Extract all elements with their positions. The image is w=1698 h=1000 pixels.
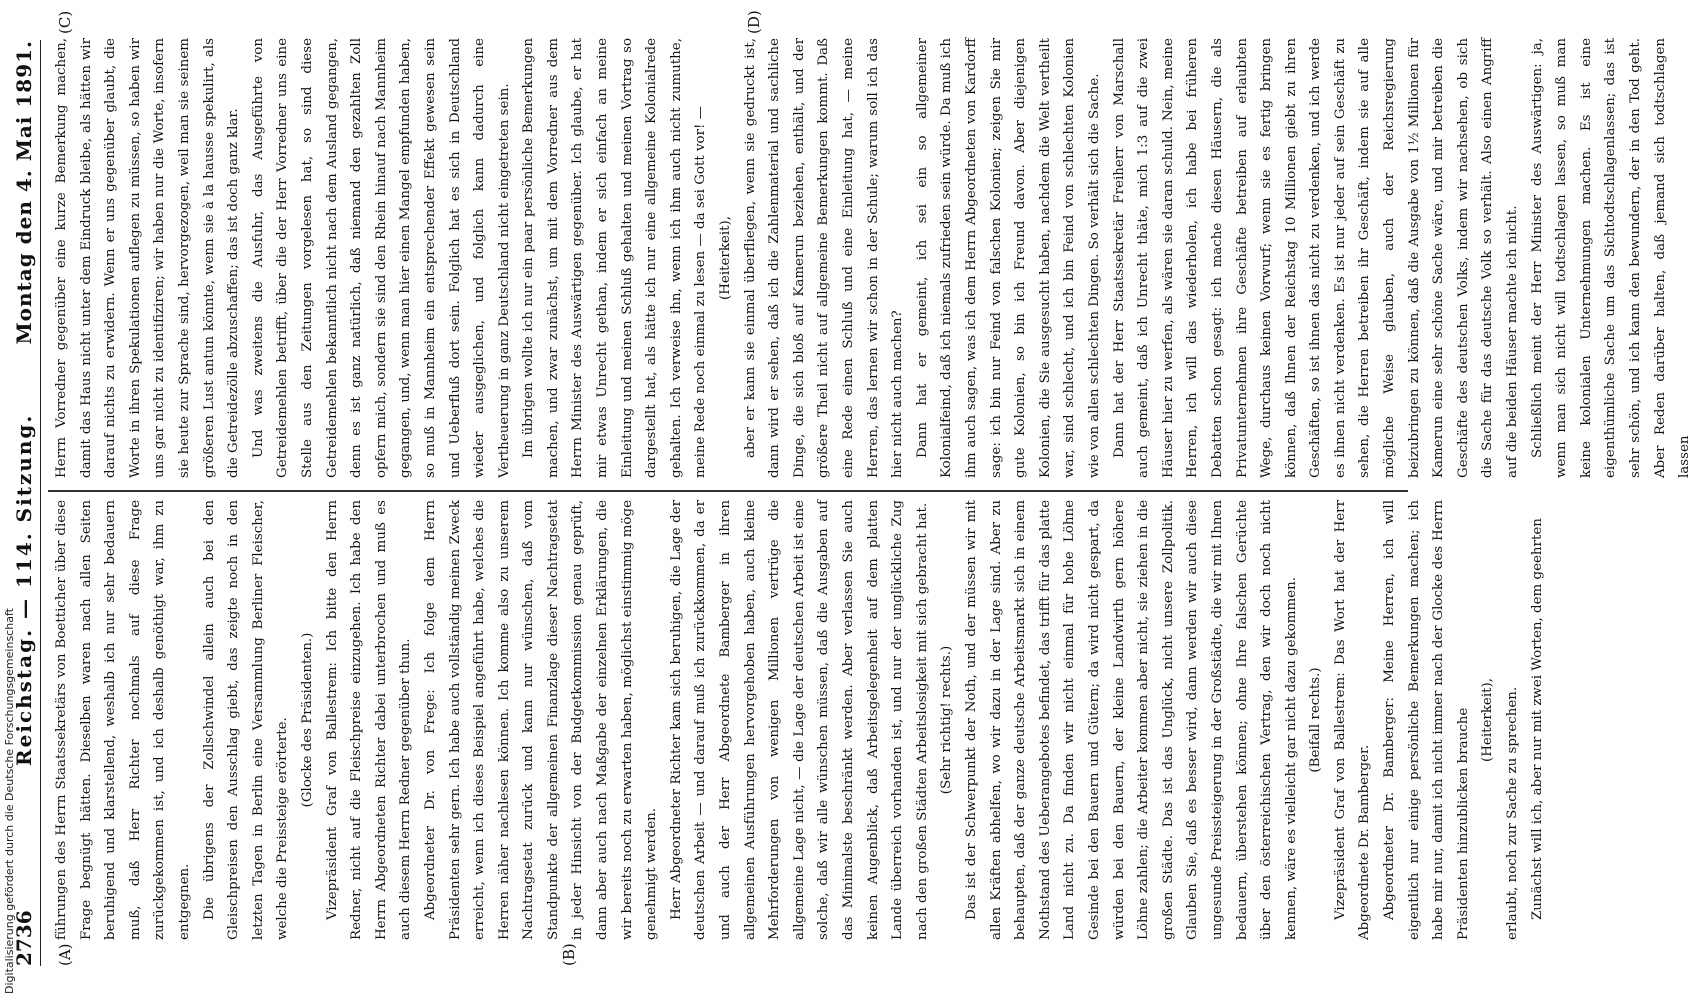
left-column-paragraph: (Sehr richtig! rechts.): [939, 645, 955, 795]
right-column-paragraph: Schließlich meint der Herr Minister des Auswärtigen: ja, wenn man sich nicht will todtschlagen lassen, so muß man keine kolonialen Unternehmungen machen. Es ist eine eigenthümliche Sache um das Sichtodtschlagenlassen; das ist sehr schön, und ich kann den bewundern, der in den Tod geht. Aber Reden darüber halten, daß jemand sich todtschlagen lassen: [1529, 38, 1693, 478]
right-column-paragraph: aber er kann sie einmal überfliegen, wenn sie gedruckt ist, dann wird er sehen, daß ich die Zahlenmaterial und sachliche Dinge, die sich bloß auf Kamerun beziehen, enthält, und der größere Theil nicht auf allgemeine Bemerkungen kommt. Daß eine Rede einen Schluß und eine Einleitung hat, — meine Herren, das lernen wir schon in der Schule; warum soll ich das hier nicht auch machen?: [742, 38, 906, 478]
left-column-paragraph: (Glocke des Präsidenten.): [299, 632, 315, 808]
column-divider: [48, 491, 1408, 493]
left-column-paragraph: Herr Abgeordneter Richter kam sich beruhigen, die Lage der deutschen Arbeit — und darauf muß ich zurückkommen, da er und auch der Herr Abgeordnete Bamberger in ihren allgemeinen Ausführungen hervorgehoben haben, auch kleine Mehrforderungen von wenigen Millionen vertrüge die allgemeine Lage nicht, — die Lage der deutschen Arbeit ist eine solche, daß wir alle wünschen müssen, daß die Ausgaben auf das Minimalste beschränkt werden. Aber verlassen Sie auch keinen Augenblick, daß Arbeitsgelegenheit auf dem platten Lande überreich vorhanden ist, und nur der unglückliche Zug nach den großen Städten Arbeitslosigkeit mit sich gebracht hat.: [668, 500, 930, 940]
margin-marker-a: (A): [56, 943, 74, 966]
left-column-paragraph: Die übrigens der Zollschwindel allein auch bei den Gleischpreisen den Ausschlag giebt, das zeigte noch in den letzten Tagen in Berlin eine Versammlung Berliner Fleischer, welche die Preissteige erörterte.: [201, 500, 291, 940]
footer-credit: [3, 608, 16, 994]
right-column-paragraph: Herrn Vorredner gegenüber eine kurze Bemerkung machen, damit das Haus nicht unter dem Eindruck bleibe, als hätten wir darauf nichts zu erwidern. Wenn er uns gegenüber glaubt, die Worte in ihren Spekulationen auflegen zu müssen, so haben wir uns gar nicht zu identifiziren; wir haben nur die Worte, insofern sie heute zur Sprache sind, hervorgezogen, weil man sie seinem größeren Lust antun könnte, wenn sie à la hausse spekulirt, als die Getreidezölle abzuschaffen; das ist doch ganz klar.: [54, 38, 242, 478]
right-column-paragraph: Und was zweitens die Ausfuhr, das Ausgeführte von Getreidemehlen betrifft, über die der Herr Vorredner uns eine Stelle aus den Zeitungen vorgelesen hat, so sind diese Getreidemehlen bekanntlich nicht nach dem Ausland gegangen, denn es ist ganz natürlich, daß niemand den gezahlten Zoll opfern mich, sondern sie sind den Rhein hinauf nach Mannheim gegangen, und, wenn man hier einen Mangel empfunden haben, so muß in Mannheim ein entsprechender Effekt gewesen sein und Ueberfluß dort sein. Folglich hat es sich in Deutschland wieder ausgeglichen, und folglich kann dadurch eine Vertheuerung in ganz Deutschland nicht eingetreten sein.: [250, 38, 512, 478]
left-column-paragraph: (Beifall rechts.): [1308, 667, 1324, 773]
right-column-paragraph: (Heiterkeit),: [718, 216, 734, 300]
left-column-paragraph: erlaubt, noch zur Sache zu sprechen.: [1505, 686, 1521, 940]
page-number: 2736: [12, 910, 36, 966]
right-column-paragraph: Im übrigen wollte ich nur ein paar persönliche Bemerkungen machen, und zwar zunächst, um mit dem Vorredner aus dem Herrn Minister des Auswärtigen gegenüber. Ich glaube, er hat mir etwas Unrecht gethan, indem er sich einfach an meine Einleitung und meinen Schluß gehalten und meinen Vortrag so dargestellt hat, als hätte ich nur eine allgemeine Kolonialrede gehalten. Ich verweise ihn, wenn ich ihm auch nicht zumuthe, meine Rede noch einmal zu lesen — da sei Gott vor! —: [521, 38, 709, 478]
page-date: Montag den 4. Mai 1891.: [12, 40, 36, 345]
left-column: [50, 500, 1550, 940]
left-column-paragraph: Zunächst will ich, aber nur mit zwei Worten, dem geehrten: [1529, 518, 1545, 920]
left-column-paragraph: Abgeordneter Dr. von Frege: Ich folge dem Herrn Präsidenten sehr gern. Ich habe auch vollständig meinen Zweck erreicht, wenn ich dieses Beispiel angeführt habe, welches die Herren näher nachlesen können. Ich komme also zu unserem Nachtragsetat zurück und kann nur wünschen, daß vom Standpunkte der allgemeinen Finanzlage dieser Nachtragsetat in jeder Hinsicht von der Budgetkommission genau geprüft, dann aber auch nach Maßgabe der einzelnen Erklärungen, die wir bereits noch zu erwarten haben, möglichst einstimmig möge genehmigt werden.: [422, 500, 660, 940]
left-column-paragraph: (Heiterkeit),: [1480, 678, 1496, 762]
right-column: [50, 38, 1698, 478]
right-column-paragraph: Dann hat der Herr Staatssekretär Freiherr von Marschall auch gemeint, daß ich Unrecht thäte, mich 1:3 auf die zwei Häuser hier zu werfen, als wären sie daran schuld. Nein, meine Herren, ich will das wiederholen, ich habe bei früheren Debatten schon gesagt: ich mache diesen Häusern, die als Privatunternehmen ihre Geschäfte betreiben auf erlaubten Wege, durchaus keinen Vorwurf; wenn sie es fertig bringen können, daß Ihnen der Reichstag 10 Millionen giebt zu ihren Geschäften, so ist ihnen das nicht zu verdenken, und ich werde es ihnen nicht verdenken. Es ist nur jeder auf sein Geschäft zu sehen, die Herren betreiben ihr Geschäft, indem sie auf alle mögliche Weise glauben, auch der Reichsregierung beizubringen zu können, daß die Ausgabe von 1½ Millionen für Kamerun eine sehr schöne Sache wäre, und mir betreiben die Geschäfte des deutschen Volks, indem wir nachsehen, ob sich die Sache für das deutsche Volk so verhält. Also einen Angriff auf die beiden Häuser machte ich nicht.: [1111, 38, 1521, 478]
right-column-paragraph: Dann hat er gemeint, ich sei ein so allgemeiner Kolonialfeind, daß ich niemals zufrieden sein würde. Da muß ich ihm auch sagen, was ich dem Herrn Abgeordneten von Kardorff sage: ich bin nur Feind von falschen Kolonien; zeigen Sie mir gute Kolonien, so bin ich Freund davon. Aber diejenigen Kolonien, die Sie ausgesucht haben, nachdem die Welt vertheilt war, sind schlecht, und ich bin Feind von schlechten Kolonien wie von allen schlechten Dingen. So verhält sich die Sache.: [914, 38, 1102, 478]
footer-text: Digitalisierung gefördert durch die Deutsche Forschungsgemeinschaft: [3, 608, 16, 994]
left-column-paragraph: Abgeordneter Dr. Bamberger: Meine Herren, ich will eigentlich nur einige persönliche Bemerkungen machen; ich habe mir nur, damit ich nicht immer nach der Glocke des Herrn Präsidenten hinzublicken brauche: [1382, 500, 1471, 940]
left-column-paragraph: Vizepräsident Graf von Ballestrem: Ich bitte den Herrn Redner, nicht auf die Fleischpreise einzugehen. Ich habe den Herrn Abgeordneten Richter dabei unterbrochen und muß es auch diesem Herrn Redner gegenüber thun.: [324, 500, 414, 940]
page-title: Reichstag. — 114. Sitzung.: [12, 413, 36, 766]
left-column-paragraph: führungen des Herrn Staatssekretärs von Boetticher über diese Frage begnügt hätten. Dieselben waren nach allen Seiten beruhigend und klarstellend, weshalb ich nur sehr bedauern muß, daß Herr Richter nochmals auf diese Frage zurückgekommen ist, und ich deshalb genöthigt war, ihm zu entgegnen.: [54, 500, 192, 940]
left-column-paragraph: Vizepräsident Graf von Ballestrem: Das Wort hat der Herr Abgeordnete Dr. Bamberger.: [1332, 500, 1373, 940]
margin-marker-d: (D): [745, 10, 763, 34]
left-column-paragraph: Das ist der Schwerpunkt der Noth, und der müssen wir mit allen Kräften abhelfen, wo wir dazu in der Lage sind. Aber zu behaupten, daß der ganze deutsche Arbeitsmarkt sich in einem Nothstand des Ueberangebotes befindet, das trifft für das platte Land nicht zu. Da finden wir nicht einmal für hohe Löhne Gesinde bei den Bauern und Gütern; da wird nicht gespart, da würden bei den Bauern, der kleine Landwirth gern höhere Löhne zahlen; die Arbeiter kommen aber nicht, sie ziehen in die großen Städte. Das ist das Unglück, nicht unsere Zollpolitik. Glauben Sie, daß es besser wird, dann werden wir auch diese ungesunde Preissteigerung in der Großstädte, die wir mit Ihnen bedauern, überstehen können; ohne Ihre falschen Gerüchte über den österreichischen Vertrag, den wir doch noch nicht kennen, wäre es vielleicht gar nicht dazu gekommen.: [963, 500, 1299, 940]
margin-marker-c: (C): [56, 10, 74, 34]
margin-marker-b: (B): [560, 943, 578, 966]
